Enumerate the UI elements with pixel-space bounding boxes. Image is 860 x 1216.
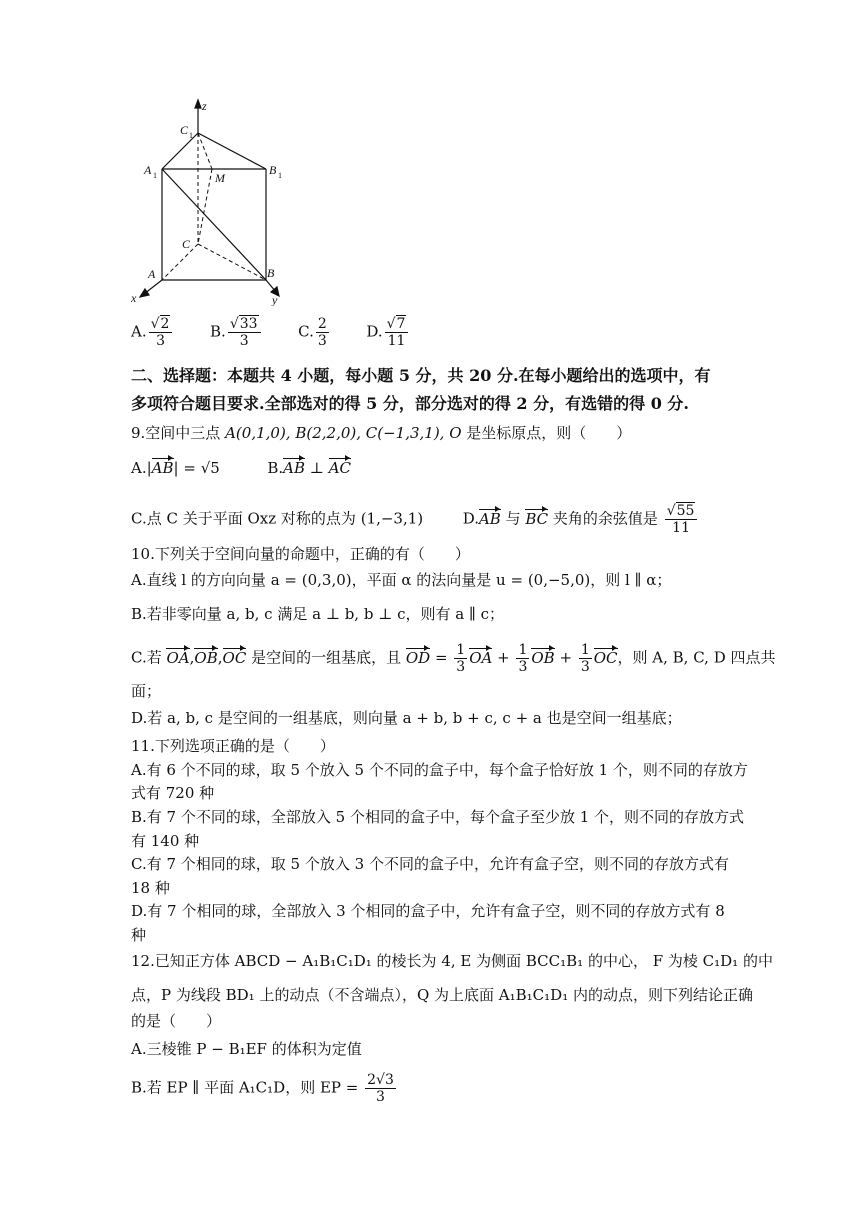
q8-option-b: B. — [210, 322, 226, 341]
section2-line2: 多项符合题目要求.全部选对的得 5 分，部分选对的得 2 分，有选错的得 0 分. — [131, 394, 689, 413]
seg-mc — [198, 169, 212, 244]
q8-options — [131, 316, 410, 349]
q8-option-c: C. — [298, 322, 314, 341]
label-b1: B — [269, 163, 277, 177]
q8-option-d: D. — [366, 322, 383, 341]
q9-option-a: A. — [131, 459, 147, 477]
label-x: x — [131, 291, 137, 305]
label-c1: C — [180, 123, 189, 137]
edge-ca — [162, 244, 198, 280]
q10-option-b: B.若非零向量 a, b, c 满足 a ⊥ b, b ⊥ c，则有 a ∥ c； — [131, 605, 505, 623]
z-axis-arrow — [195, 100, 201, 108]
label-b1-sub: 1 — [278, 171, 282, 180]
q12-stem-3: 的是（ ） — [131, 1012, 222, 1030]
q10-option-c-cont: 面； — [131, 682, 162, 700]
label-a: A — [148, 267, 156, 281]
q11-stem: 11.下列选项正确的是（ ） — [131, 737, 335, 755]
q12-stem-2: 点，P 为线段 BD₁ 上的动点（不含端点），Q 为上底面 A₁B₁C₁D₁ 内的动点，则下列结论正确 — [131, 986, 753, 1004]
q12-stem-1: 12.已知正方体 ABCD − A₁B₁C₁D₁ 的棱长为 4, E 为侧面 BCC₁B₁ 的中心， F 为棱 C₁D₁ 的中 — [131, 952, 773, 970]
q9-option-b: B. — [267, 459, 284, 477]
seg-c1m — [198, 133, 212, 169]
q12-option-a: A.三棱锥 P − B₁EF 的体积为定值 — [131, 1040, 362, 1058]
q11-option-d-1: D.有 7 个相同的球，全部放入 3 个相同的盒子中，允许有盒子空，则不同的存放方式有 8 — [131, 902, 725, 920]
q11-option-a-2: 式有 720 种 — [131, 784, 215, 802]
q10-option-c: C.若 OA,OB,OC 是空间的一组基底，且 OD = $\frac{1}{3}$ OA + $\frac{1}{3}$ OB + $\frac{1}{3}$ OC，则 A, B, C, D 四点共 — [131, 642, 776, 676]
section2-line1: 二、选择题：本题共 4 小题，每小题 5 分，共 20 分.在每小题给出的选项中，有 — [131, 366, 711, 385]
q9-options-ab: A.|AB| = √5 B.AB ⊥ AC — [131, 459, 351, 477]
q11-option-d-2: 种 — [131, 926, 147, 944]
q8-c-frac: $\frac{2}{3}$ — [317, 316, 327, 350]
q10-option-d: D.若 a, b, c 是空间的一组基底，则向量 a + b, b + c, c + a 也是空间一组基底； — [131, 709, 682, 727]
q9-option-d: D. — [462, 509, 479, 528]
q9-options-cd: C.点 C 关于平面 Oxz 对称的点为 (1,−3,1) D.AB 与 BC 夹角的余弦值是 $\frac{√55}{11}$ — [131, 503, 699, 536]
diag-a1b — [162, 169, 266, 280]
q11-option-b-1: B.有 7 个不同的球，全部放入 5 个相同的盒子中，每个盒子至少放 1 个，则不同的存放方式 — [131, 808, 745, 826]
label-a1: A — [144, 163, 152, 177]
q11-option-a-1: A.有 6 个不同的球，取 5 个放入 5 个不同的盒子中，每个盒子恰好放 1 个，则不同的存放方 — [131, 761, 748, 779]
q8-b-frac: $\frac{√33}{3}$ — [228, 316, 261, 349]
q8-option-a: A. — [131, 322, 147, 341]
label-y: y — [272, 293, 278, 306]
label-m: M — [215, 171, 225, 185]
prism-figure — [128, 96, 298, 306]
q12-option-b: B.若 EP ∥ 平面 A₁C₁D，则 EP = $\frac{2√3}{3}$ — [131, 1072, 394, 1106]
edge-cb — [198, 244, 266, 280]
label-a1-sub: 1 — [153, 171, 157, 180]
q9-stem: 9.空间中三点 A(0,1,0), B(2,2,0), C(−1,3,1), O 是坐标原点，则（ ） — [131, 424, 632, 442]
q10-option-a: A.直线 l 的方向向量 a = (0,3,0)，平面 α 的法向量是 u = (0,−5,0)，则 l ∥ α； — [131, 571, 672, 589]
q8-d-frac: $\frac{√7}{11}$ — [385, 316, 409, 349]
q10-stem: 10.下列关于空间向量的命题中，正确的有（ ） — [131, 545, 470, 563]
label-c: C — [182, 237, 191, 251]
edge-c1b1 — [198, 133, 266, 169]
q8-a-frac: $\frac{√2}{3}$ — [149, 316, 173, 349]
q9-option-c: C.点 C 关于平面 Oxz 对称的点为 (1,−3,1) — [131, 509, 424, 528]
label-z: z — [202, 99, 207, 113]
q11-option-c-1: C.有 7 个相同的球，取 5 个放入 3 个不同的盒子中，允许有盒子空，则不同的存放方式有 — [131, 855, 729, 873]
x-axis-arrow — [140, 289, 149, 297]
q11-option-c-2: 18 种 — [131, 879, 170, 897]
q11-option-b-2: 有 140 种 — [131, 832, 200, 850]
label-b: B — [267, 266, 275, 280]
label-c1-sub: 1 — [189, 131, 193, 140]
